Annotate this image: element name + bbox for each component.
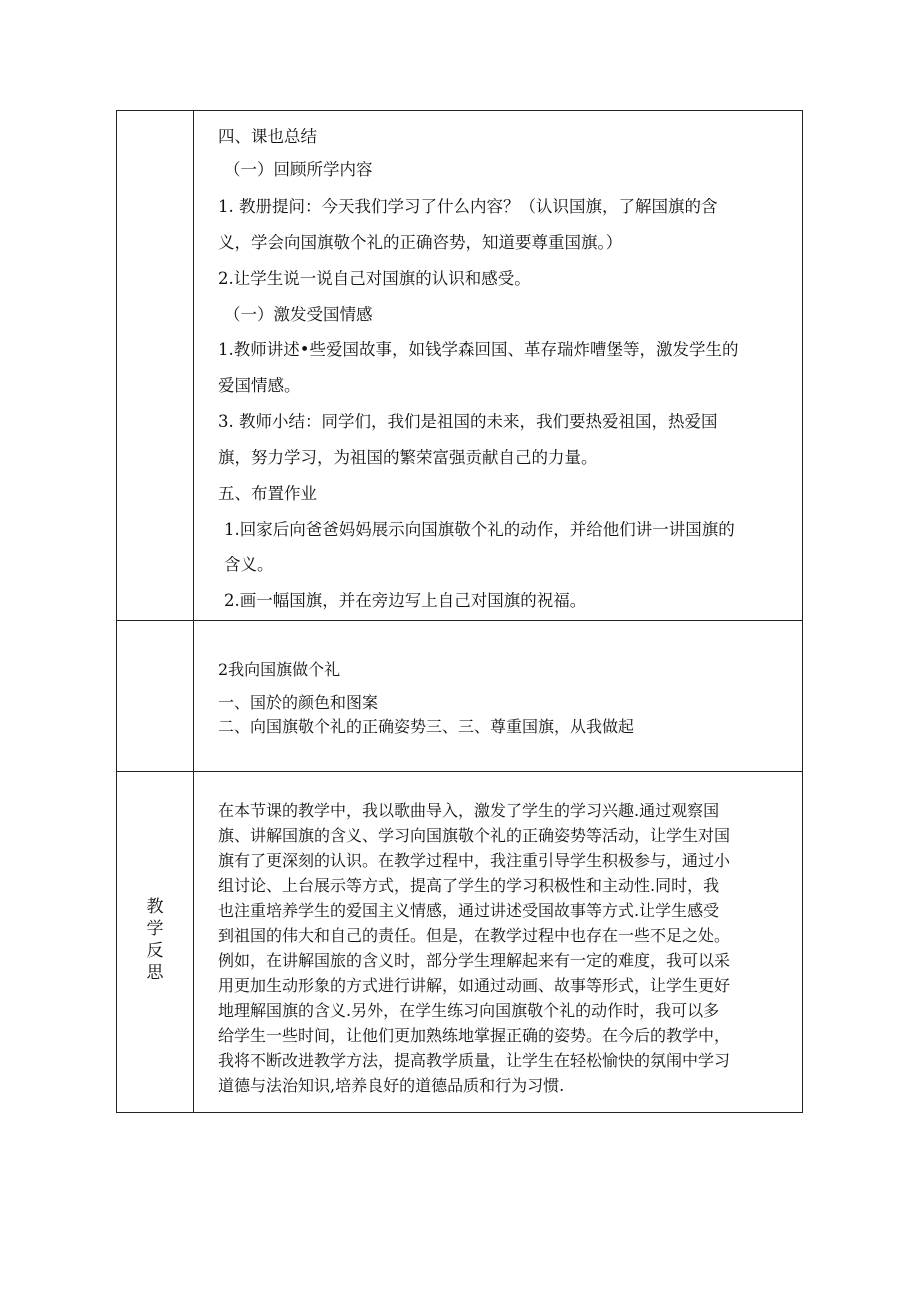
- summary-text-line: 旗，努力学习，为祖国的繁荣富强贡献自己的力量。: [218, 448, 598, 467]
- reflection-label-char: 学: [146, 919, 164, 939]
- reflection-text-line: 在本节课的教学中，我以歌曲导入，激发了学生的学习兴趣.通过观察国: [218, 801, 720, 820]
- reflection-row: [117, 772, 802, 1112]
- board-title: 2我向国旗做个礼: [218, 660, 341, 679]
- board-content-cell: [194, 621, 802, 771]
- reflection-text-line: 旗有了更深刻的认识。在教学过程中，我注重引导学生积极参与，通过小: [218, 851, 731, 870]
- reflection-text-line: 例如，在讲解国旅的含义时，部分学生理解起来有一定的难度，我可以采: [218, 951, 731, 970]
- summary-row: [117, 111, 802, 621]
- summary-text-line: 2.让学生说一说自己对国旗的认识和感受。: [218, 269, 531, 288]
- lesson-plan-table: [116, 110, 803, 1113]
- reflection-text-line: 给学生一些时间，让他们更加熟练地掌握正确的姿势。在今后的教学中，: [218, 1026, 731, 1045]
- board-label-cell: [117, 621, 194, 771]
- summary-text-line: 3. 教师小结：同学们，我们是祖国的未来，我们要热爱祖国，热爱国: [218, 412, 718, 431]
- reflection-label-char: 反: [146, 941, 164, 961]
- homework-heading: 五、布置作业: [218, 484, 317, 503]
- summary-text-line: 1. 教册提问：今天我们学习了什么内容？（认识国旗，了解国旗的含: [218, 197, 718, 216]
- homework-text-line: 1.回家后向爸爸妈妈展示向国旗敬个礼的动作，并给他们讲一讲国旗的: [224, 520, 735, 539]
- reflection-content-cell: [194, 772, 802, 1112]
- reflection-label-cell: [117, 772, 194, 1112]
- homework-text-line: 2.画一幅国旗，并在旁边写上自己对国旗的祝福。: [224, 591, 587, 610]
- reflection-text-line: 道德与法治知识,培养良好的道德品质和行为习惯.: [218, 1076, 565, 1095]
- reflection-text-line: 旗、讲解国旗的含义、学习向国旗敬个礼的正确姿势等活动，让学生对国: [218, 826, 731, 845]
- reflection-label: [117, 896, 193, 984]
- summary-text-line: 1.教师讲述•些爱国故事，如钱学森回国、革存瑞炸嘈堡等，激发学生的: [218, 340, 739, 359]
- reflection-text-line: 组讨论、上台展示等方式，提高了学生的学习积极性和主动性.同时，我: [218, 876, 720, 895]
- reflection-text-line: 用更加生动形象的方式进行讲解，如通过动画、故事等形式，让学生更好: [218, 976, 731, 995]
- summary-label-cell: [117, 111, 194, 620]
- reflection-text-line: 我将不断改进教学方法，提高教学质量，让学生在轻松愉快的氛闱中学习: [218, 1051, 731, 1070]
- reflection-label-char: 思: [146, 963, 164, 983]
- summary-heading: 四、课也总结: [218, 127, 317, 146]
- summary-text-line: 义，学会向国旗敬个礼的正确咨势，知道要尊重国旗。）: [218, 233, 623, 252]
- summary-text-line: 爱国情感。: [218, 376, 301, 395]
- review-subheading: （一）回顾所学内容: [224, 160, 373, 179]
- board-text-line: 一、国於的颜色和图案: [218, 693, 379, 712]
- homework-text-line: 含义。: [224, 555, 274, 574]
- reflection-text-line: 地理解国旗的含义.另外，在学生练习向国旗敬个礼的动作时，我可以多: [218, 1001, 720, 1020]
- reflection-text-line: 也注重培养学生的爱国主义情感，通过讲述受国故事等方式.让学生感受: [218, 901, 720, 920]
- emotion-subheading: （一）激发受国情感: [224, 305, 373, 324]
- summary-content-cell: [194, 111, 802, 620]
- reflection-label-char: 教: [146, 897, 164, 917]
- board-row: [117, 621, 802, 772]
- board-text-line: 二、向国旗敬个礼的正确姿势三、三、尊重国旗，从我做起: [218, 717, 635, 736]
- reflection-text-line: 到祖国的伟大和自己的责任。但是，在教学过程中也存在一些不足之处。: [218, 926, 731, 945]
